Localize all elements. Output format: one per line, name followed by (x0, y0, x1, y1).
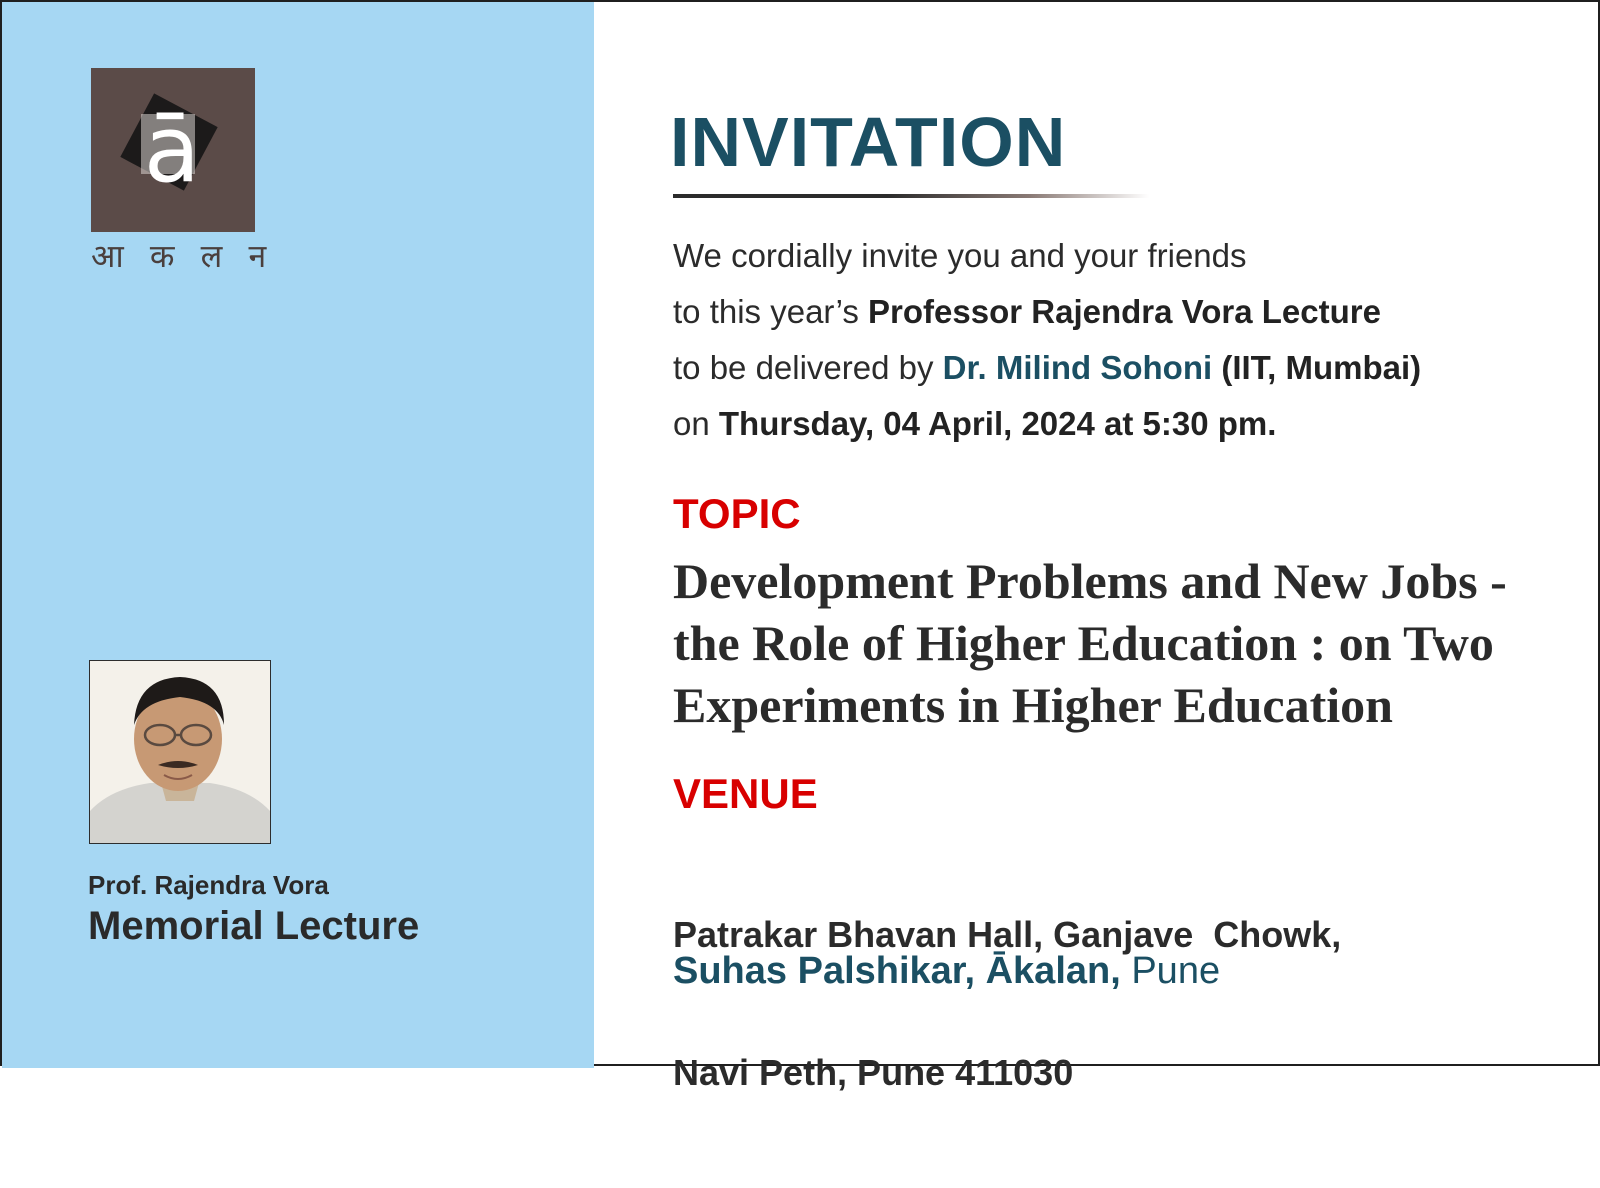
topic-line-1: Development Problems and New Jobs - (673, 553, 1507, 609)
topic-line-2: the Role of Higher Education : on Two (673, 615, 1494, 671)
heading-divider (673, 194, 1149, 198)
topic-line-3: Experiments in Higher Education (673, 677, 1393, 733)
signature-name: Suhas Palshikar, Ākalan, (673, 950, 1121, 992)
logo-devanagari-text: आ क ल न (91, 237, 275, 275)
invite-line-1: We cordially invite you and your friends (673, 237, 1247, 274)
portrait-image (90, 661, 270, 843)
topic-label: TOPIC (673, 490, 801, 537)
memorial-lecture-title: Memorial Lecture (88, 904, 420, 948)
invitation-heading: INVITATION (670, 103, 1067, 181)
invite-line-2: to this year’s Professor Rajendra Vora Lecture (673, 293, 1381, 330)
left-panel (2, 2, 594, 1068)
venue-label: VENUE (673, 770, 818, 817)
event-datetime: Thursday, 04 April, 2024 at 5:30 pm. (718, 405, 1277, 442)
logo-letter: ā (143, 96, 201, 203)
topic-title (673, 550, 1573, 736)
speaker-affiliation: (IIT, Mumbai) (1212, 349, 1422, 386)
speaker-name: Dr. Milind Sohoni (942, 349, 1213, 386)
akalan-logo (91, 68, 255, 232)
venue-address (673, 820, 1573, 1188)
professor-name: Prof. Rajendra Vora (88, 870, 329, 900)
signature (673, 950, 1220, 993)
professor-photo (89, 660, 271, 844)
venue-line-1: Patrakar Bhavan Hall, Ganjave Chowk, (673, 914, 1342, 955)
invite-line-3: to be delivered by Dr. Milind Sohoni (IIT, Mumbai) (673, 349, 1422, 386)
invite-line-4: on Thursday, 04 April, 2024 at 5:30 pm. (673, 405, 1277, 442)
invitation-body (673, 228, 1573, 452)
venue-line-2: Navi Peth, Pune 411030 (673, 1052, 1074, 1093)
lecture-name: Professor Rajendra Vora Lecture (868, 293, 1381, 330)
signature-city: Pune (1120, 950, 1221, 992)
